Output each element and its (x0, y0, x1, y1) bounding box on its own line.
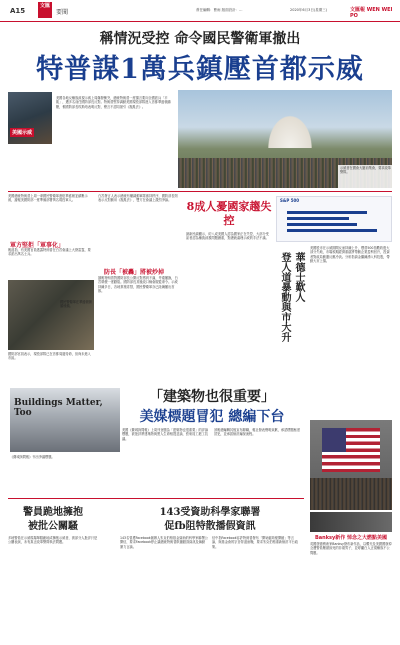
section-name: 要聞 (56, 9, 69, 16)
article-column: 國防部官員表示，現役部隊已在首都周邊待命，但尚未進入市區。 (8, 352, 91, 361)
article-column: 該報總編輯其後宣布辭職，報社發表聲明致歉，承認標題極度冒犯，並承諾檢討編採流程。 (214, 428, 301, 437)
lead-photo-tag: 美國示威 (12, 130, 33, 136)
article-column: 143名曾獲Facebook創辦人朱克伯格基金資助的科學家聯署公開信，要求Facebook停止讓總統特朗普散播錯誤資訊及煽動暴力言論。 (120, 536, 208, 549)
chart-bar (287, 223, 357, 226)
buildings-subheadline: 美媒標題冒犯 總編下台 (139, 409, 285, 425)
photo-headline-text: Buildings Matter, Too (14, 398, 103, 418)
chart-bar (287, 211, 367, 214)
flag-canton (322, 428, 346, 452)
chart-bar (287, 229, 377, 232)
article-column: 據報特朗普對國防部長公開反對感到不滿，考慮撤換，白宮幕僚一度勸阻。國防部長其後改口稱會服從命令。示威持續多日，各地實施宵禁，國民警衛軍亦已陸續撤出首都。 (98, 276, 178, 294)
poll-article: 最新民調顯示，約八成美國人認為國家正在失控，大部分受訪者認為種族歧視問題嚴重，對總統處理示威的手法不滿。 (186, 232, 269, 241)
capitol-caption: 示威者在國會大廈前集會，要求改革警隊。 (340, 166, 391, 175)
lead-paragraph: 美國各地反種族歧視示威上周爆發衝突，總統特朗普一度揚言要向全國派兵「平亂」，遭多名前任國防部長反對。特朗普堅持調動美國現役部隊進入首都華盛頓鎮壓，惟國防部長埃斯珀表明反對，聲言不認同援引《叛亂法》。 (56, 96, 171, 109)
science-headline: 143受資助科學家聯署 (159, 507, 261, 518)
article-column: 報道指，有美國官員透露特朗普在白宮會議上大發雷霆，要求派出萬名士兵。 (8, 248, 91, 257)
chart-title: S&P 500 (280, 198, 300, 203)
article-column: 美國股市在示威期間反而持續上升，標普500指數收復大部分失地，市場預期經濟重啟將帶動企業盈利回升，投資者對政局動盪反應冷淡。分析指資金繼續湧入科技股，帶動大市上揚。 (310, 246, 390, 264)
divider (8, 498, 304, 499)
brand-name: 文匯報 WEN WEI PO (350, 7, 393, 19)
crowd-image (310, 478, 392, 510)
article-column: 信中指Facebook容許特朗普發布「開始搶劫便開槍」等言論，與基金會的宗旨背道而馳，要求朱克伯格重新檢討平台政策。 (212, 536, 299, 549)
divider (8, 191, 392, 192)
subheading: 軍方堅拒「軍事化」 (10, 242, 65, 249)
poll-headline: 8成人憂國家趨失控 (186, 200, 272, 227)
vertical-headline: 登人道暴動與市大升 (279, 252, 290, 342)
police-headline: 被批公關騷 (28, 521, 78, 532)
photo-caption: 《費城詢問報》刊出爭議標題。 (10, 455, 55, 459)
vertical-headline: 華德士歎人 (293, 252, 304, 302)
subheading: 防長「被轟」將被炒掉 (104, 269, 165, 276)
article-column: 英國塗鴉藝術家Banksy發布新作品，以燭光及美國國旗悼念遭警員壓頸致死的非裔男子，並呼籲白人正視種族不公問題。 (310, 542, 392, 555)
headline-kicker: 稱情況受控 命令國民警衛軍撤出 (99, 31, 301, 47)
editor-credits: 責任編輯：曹雨 版面設計：... (196, 8, 243, 12)
capitol-dome (260, 104, 320, 148)
banksy-photo (310, 512, 392, 532)
article-column: 美國總統特朗普上周一命國民警衛軍進駐華盛頓並鎮壓示威，據報美國防部一度準備部署萬名現役軍人。 (8, 194, 88, 203)
article-column: 白宮發言人表示總統有權調動軍隊維持秩序，國防部長則表示反對動用《叛亂法》，雙方在會議上激烈爭論。 (98, 194, 178, 203)
issue-date: 2020年6月3日(星期三) (290, 8, 328, 12)
chart-bar (287, 217, 349, 220)
banksy-headline: Banksy新作 悼念之大燃點美國 (314, 535, 388, 541)
main-headline: 特普謀1萬兵鎮壓首都示威 (36, 54, 364, 85)
article-column: 多地警員在示威現場單膝跪地或擁抱示威者，被部分人批評只是公關表演，未有真正改革警隊執法問題。 (8, 536, 98, 545)
photo-caption: 國民警衛軍在華盛頓街頭戒備。 (60, 300, 92, 309)
police-headline: 警員跪地擁抱 (23, 507, 83, 518)
buildings-headline: 「建築物也很重要」 (149, 389, 275, 405)
paper-logo: 文匯 (38, 2, 52, 18)
science-headline: 促fb阻特散播假資訊 (164, 521, 256, 532)
article-column: 美國《費城詢問報》上周刊登題為「建築物也很重要」的評論標題，被批評將建築物與黑人生命相提並論，惹來員工罷工抗議。 (122, 428, 209, 441)
page-number: A15 (10, 7, 26, 15)
